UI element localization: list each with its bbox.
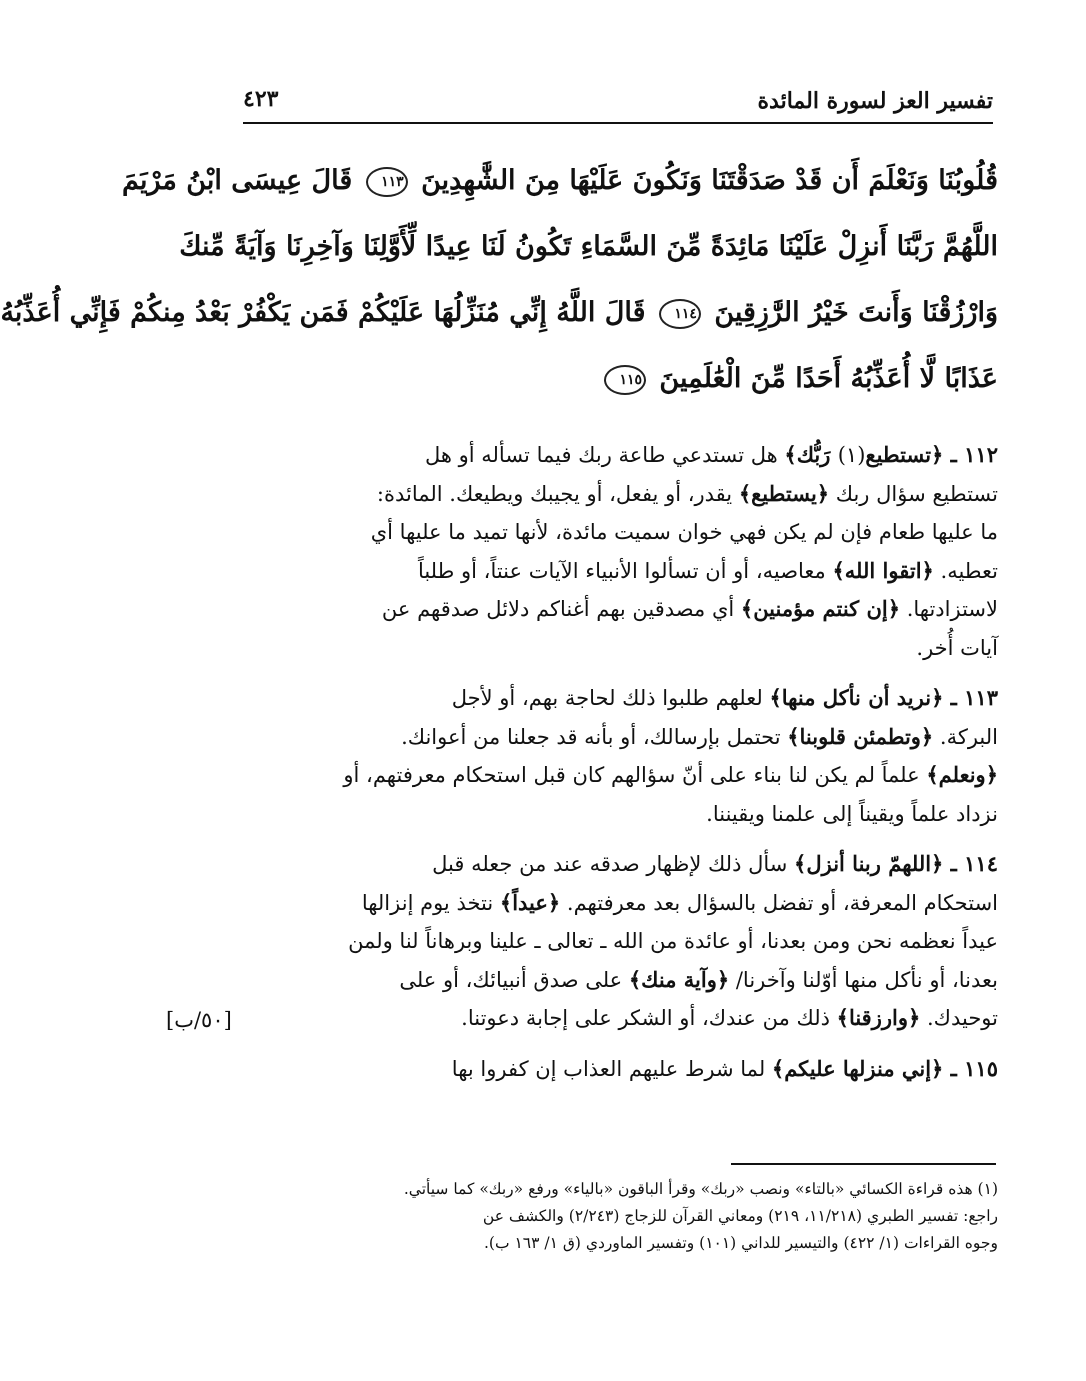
text-line xyxy=(238,679,998,718)
verse-text: اللَّهُمَّ رَبَّنَا أَنزِلْ عَلَيْنَا مَائِدَةً مِّنَ السَّمَاءِ تَكُونُ لَنَا عِيدًا لِّأَوَّلِنَا وَآخِرِنَا وَآيَةً مِّنكَ xyxy=(179,231,998,262)
commentary-text: سأل ذلك لإظهار صدقه عند من جعله قبل xyxy=(432,852,795,876)
commentary-text: استحكام المعرفة، أو تفضل بالسؤال بعد معرفتهم. xyxy=(560,890,998,915)
commentary-text: ذلك من عندك، أو الشكر على إجابة دعوتنا. xyxy=(461,1006,837,1030)
verse-text: عَذَابًا لَّا أُعَذِّبُهُ أَحَدًا مِّنَ الْعَٰلَمِينَ xyxy=(659,363,998,394)
quoted-phrase: ﴿عيداً﴾ xyxy=(499,889,561,915)
quoted-phrase: ﴿نريد أن نأكل منها﴾ xyxy=(769,685,944,710)
quoted-phrase: رَبُّك﴾ xyxy=(784,442,838,467)
commentary-text: نزداد علماً ويقيناً إلى علمنا ويقيننا. xyxy=(706,801,998,826)
commentary-text: يقدر، أو يفعل، أو يجيبك ويطيعك. المائدة: xyxy=(376,481,739,506)
footnotes xyxy=(238,1176,998,1257)
manuscript-folio-note: [٥٠/ب] xyxy=(166,1008,232,1032)
commentary-text: عيداً نعظمه نحن ومن بعدنا، أو عائدة من الله ـ تعالى ـ علينا وبرهاناً لنا ولمن xyxy=(348,929,998,953)
verse-line xyxy=(179,214,998,280)
quoted-phrase: ﴿إني منزلها عليكم﴾ xyxy=(771,1055,944,1081)
page-title: تفسير العز لسورة المائدة xyxy=(757,88,993,114)
text-line xyxy=(238,961,998,1000)
commentary-text: لاستزادتها. xyxy=(900,597,998,621)
commentary-text: هل تستدعي طاعة ربك فيما تسأله أو هل xyxy=(424,443,785,467)
ayah-number-marker: ١١٤ xyxy=(659,299,701,329)
verse-text: قَالَ اللَّهُ إِنِّي مُنَزِّلُهَا عَلَيْكُمْ فَمَن يَكْفُرْ بَعْدُ مِنكُمْ فَإِنِّي أُعَذِّبُهُ xyxy=(0,297,646,328)
verse-number: ١١٣ ـ xyxy=(943,685,998,710)
quoted-phrase: ﴿تستطيع xyxy=(865,442,944,467)
running-header xyxy=(243,82,993,124)
commentary-text: علماً لم يكن لنا بناء على أنّ سؤالهم كان قبل استحكام معرفتهم، أو xyxy=(343,763,927,787)
verse-text: قُلُوبُنَا وَنَعْلَمَ أَن قَدْ صَدَقْتَنَا وَنَكُونَ عَلَيْهَا مِنَ الشَّٰهِدِينَ xyxy=(421,165,998,196)
quran-verses xyxy=(0,148,998,412)
ayah-number-marker: ١١٥ xyxy=(604,365,646,395)
text-line xyxy=(238,436,998,475)
verse-line xyxy=(238,346,998,412)
commentary-text: تحتمل بإرسالك، أو بأنه قد جعلنا من أعوانك. xyxy=(401,724,788,749)
text-line xyxy=(238,513,998,552)
quoted-phrase: ﴿اتقوا الله﴾ xyxy=(832,557,934,583)
quoted-phrase: ﴿اللهمّ ربنا أنزل﴾ xyxy=(794,851,944,876)
text-line xyxy=(238,922,998,961)
commentary-text: (١) xyxy=(837,443,866,467)
commentary-text: ما عليها طعام فإن لم يكن فهي خوان سميت مائدة، لأنها تميد ما عليها أي xyxy=(370,520,998,544)
ayah-number-marker: ١١٣ xyxy=(366,167,408,197)
commentary-text: تعطيه. xyxy=(933,558,998,583)
commentary-paragraph xyxy=(238,679,998,833)
text-line xyxy=(238,795,998,834)
commentary-body xyxy=(238,436,998,1100)
quoted-phrase: ﴿وارزقنا﴾ xyxy=(836,1005,921,1030)
page-number: ٤٢٣ xyxy=(243,86,279,112)
commentary-text: نتخذ يوم إنزالها xyxy=(361,890,500,915)
quoted-phrase: ﴿إن كنتم مؤمنين﴾ xyxy=(740,596,901,621)
footnote-line: وجوه القراءات (١/ ٤٢٢) والتيسير للداني (١٠١) وتفسير الماوردي (ق ١/ ١٦٣ ب). xyxy=(483,1234,998,1252)
verse-number: ١١٢ ـ xyxy=(943,442,998,467)
commentary-paragraph xyxy=(238,1050,998,1089)
commentary-text: توحيدك. xyxy=(920,1006,998,1030)
quoted-phrase: ﴿يستطيع﴾ xyxy=(738,480,830,506)
text-line xyxy=(238,999,998,1038)
text-line xyxy=(238,845,998,884)
footnote-separator xyxy=(731,1163,996,1165)
footnote-line: راجع: تفسير الطبري (١١/٢١٨، ٢١٩) ومعاني القرآن للزجاج (٢/٢٤٣) والكشف عن xyxy=(482,1207,998,1225)
verse-number: ١١٤ ـ xyxy=(943,851,998,876)
commentary-text: تستطيع سؤال ربك xyxy=(829,481,998,506)
verse-text: قَالَ عِيسَى ابْنُ مَرْيَمَ xyxy=(122,165,353,196)
text-line xyxy=(238,552,998,591)
quoted-phrase: ﴿وآية منك﴾ xyxy=(628,966,730,992)
commentary-text: لما شرط عليهم العذاب إن كفروا بها xyxy=(451,1056,772,1081)
commentary-text: آيات أُخر. xyxy=(916,635,998,660)
text-line xyxy=(238,590,998,629)
text-line xyxy=(238,1050,998,1089)
commentary-text: بعدنا، أو نأكل منها أوّلنا وآخرنا/ xyxy=(729,967,998,992)
verse-text: وَارْزُقْنَا وَأَنتَ خَيْرُ الرَّٰزِقِينَ xyxy=(714,297,998,328)
text-line xyxy=(238,475,998,514)
text-line xyxy=(238,629,998,668)
commentary-paragraph xyxy=(238,436,998,667)
commentary-text: البركة. xyxy=(933,724,998,749)
verse-number: ١١٥ ـ xyxy=(943,1055,998,1081)
commentary-text: لعلهم طلبوا ذلك لحاجة بهم، أو لأجل xyxy=(451,686,770,710)
commentary-text: أي مصدقين بهم أغناكم دلائل صدقهم عن xyxy=(381,597,741,621)
footnote-line: (١) هذه قراءة الكسائي «بالتاء» ونصب «ربك» وقرأ الباقون «بالياء» ورفع «ربك» كما سيأتي. xyxy=(403,1180,998,1198)
quoted-phrase: ﴿وتطمئن قلوبنا﴾ xyxy=(787,723,934,749)
commentary-text: على صدق أنبيائك، أو على xyxy=(399,967,629,992)
verse-line xyxy=(122,148,998,214)
commentary-text: معاصيه، أو أن تسألوا الأنبياء الآيات عنتاً، أو طلباً xyxy=(417,558,833,583)
verse-line xyxy=(0,280,998,346)
text-line xyxy=(238,884,998,923)
text-line xyxy=(238,718,998,757)
text-line xyxy=(238,756,998,795)
commentary-paragraph xyxy=(238,845,998,1038)
quoted-phrase: ﴿ونعلم﴾ xyxy=(926,762,998,787)
